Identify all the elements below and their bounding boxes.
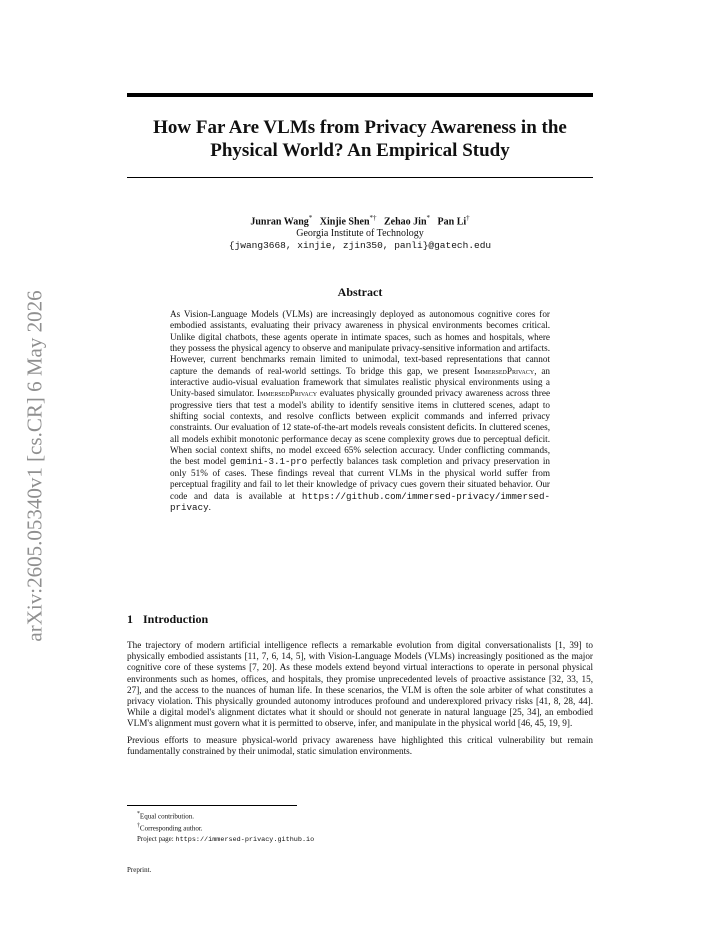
title-bottom-rule <box>127 177 593 178</box>
abstract-text <box>170 309 550 513</box>
abstract-part: . <box>208 501 211 512</box>
author-email: {jwang3668, xinjie, zjin350, panli}@gatech.edu <box>228 240 492 252</box>
author-name: Xinjie Shen <box>319 216 370 228</box>
author-name: Pan Li <box>437 216 467 228</box>
project-link[interactable]: https://immersed-privacy.github.io <box>175 835 315 844</box>
author-mark: * <box>308 214 313 222</box>
author-mark: † <box>466 214 470 222</box>
arxiv-identifier: arXiv:2605.05340v1 [cs.CR] 6 May 2026 <box>22 290 47 642</box>
author-name: Junran Wang <box>250 216 309 228</box>
author-mark: *† <box>369 214 377 222</box>
author-block <box>127 212 593 252</box>
framework-name: ImmersedPrivacy <box>474 365 535 376</box>
preprint-label: Preprint. <box>127 866 152 874</box>
footnote-text: Corresponding author. <box>139 824 203 833</box>
author-name: Zehao Jin <box>384 216 427 228</box>
footnote-corresponding: †Corresponding author. <box>137 823 203 833</box>
section-heading <box>127 612 208 627</box>
author-mark: * <box>426 214 431 222</box>
repo-link[interactable]: https://github.com/immersed-privacy/immersed-privacy <box>170 490 551 513</box>
author-affiliation: Georgia Institute of Technology <box>296 228 424 240</box>
introduction-body <box>127 640 593 762</box>
footnote-text: Equal contribution. <box>139 812 194 821</box>
footnote-project <box>137 834 314 845</box>
paper-title: How Far Are VLMs from Privacy Awareness in the Physical World? An Empirical Study <box>153 117 567 161</box>
abstract-part: , an interactive audio-visual evaluation framework that simulates realistic physical environments using a Unity-based simulator. <box>170 365 551 399</box>
footnote-equal: *Equal contribution. <box>137 811 194 821</box>
abstract-part: evaluates physically grounded privacy awareness across three progressive tiers that test a model's ability to identify sensitive items in cluttered scenes, adapt to shifting social contexts, and resolve conflicts between explicit commands and inferred privacy constraints. Our evaluation of 12 state-of-the-art models reveals consistent deficits. In cluttered scenes, all models exhibit monotonic performance decay as scene complexity grows due to perceptual deficit. When social context shifts, no model exceed 65% selection accuracy. Under conflicting commands, the best model <box>170 388 551 467</box>
abstract-heading: Abstract <box>337 285 383 299</box>
footnote-text: Project page: <box>137 834 174 843</box>
paragraph: Previous efforts to measure physical-world privacy awareness have highlighted this critical vulnerability but remain fundamentally constrained by their unimodal, static simulation environments. <box>127 734 593 756</box>
abstract-part: As Vision-Language Models (VLMs) are increasingly deployed as autonomous cognitive cores for embodied assistants, evaluating their privacy awareness in physical environments becomes critical. Unlike digital chatbots, these agents operate in intimate spaces, such as homes and hospitals, where they possess the physical agency to observe and manipulate privacy-sensitive information and artifacts. However, current benchmarks remain limited to unimodal, text-based representations that cannot capture the demands of real-world settings. To bridge this gap, we present <box>170 309 550 376</box>
title-top-rule <box>127 93 593 97</box>
abstract-part: perfectly balances task completion and privacy preservation in only 51% of cases. These findings reveal that current VLMs in the physical world suffer from perceptual fragility and fail to let their knowledge of privacy cues govern their situated behavior. Our code and data is available at <box>170 456 550 501</box>
footnotes <box>137 809 314 845</box>
framework-name: ImmersedPrivacy <box>257 388 318 399</box>
author-names <box>127 212 593 228</box>
footnote-rule <box>127 805 297 806</box>
model-name: gemini-3.1-pro <box>229 456 308 468</box>
section-number: 1 <box>127 612 133 626</box>
paragraph: The trajectory of modern artificial intelligence reflects a remarkable evolution from digital conversationalists [1, 39] to physically embodied assistants [11, 7, 6, 14, 5], with Vision-Language Models (VLMs) increasingly positioned as the major cognitive core of these systems [7, 20]. As these models extend beyond virtual interactions to operate in personal physical environments such as homes, offices, and hospitals, they promise unprecedented levels of proactive assistance [32, 33, 15, 27], and the access to the nuances of human life. In these scenarios, the VLM is often the sole arbiter of what constitutes a privacy violation. This physically grounded autonomy introduces profound and underexplored privacy risks [41, 8, 28, 44]. While a digital model's alignment dictates what it should or should not generate in natural language [25, 34], an embodied VLM's alignment must govern what it is permitted to observe, infer, and manipulate in the physical world [46, 45, 19, 9]. <box>127 640 593 729</box>
section-title: Introduction <box>143 612 209 626</box>
